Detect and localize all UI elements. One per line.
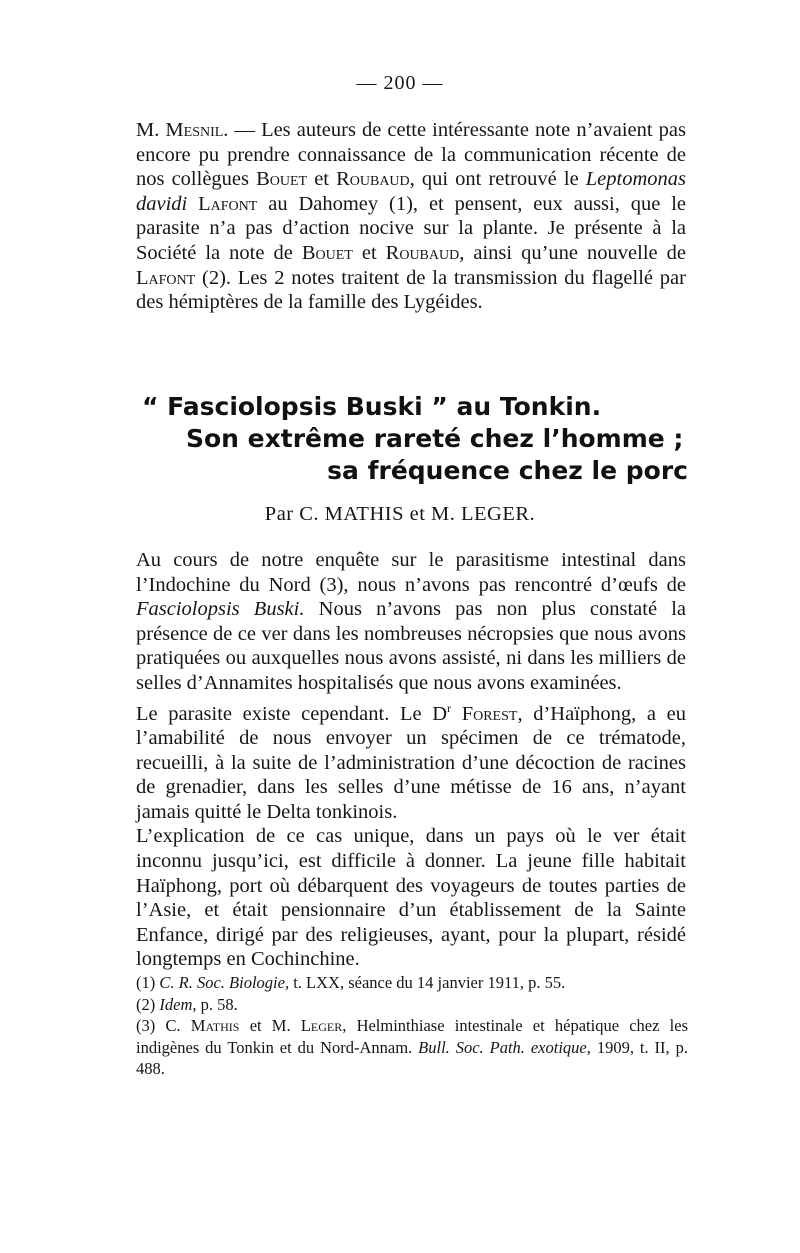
footnote-number: (3) C. (136, 1016, 191, 1035)
footnotes (136, 972, 688, 1080)
footnote-2 (136, 994, 688, 1016)
author-ref-bouet: Bouet (301, 241, 353, 264)
author-name: M. Mesnil. (136, 119, 229, 141)
body-text: Le parasite existe cependant. Le D (136, 702, 448, 725)
title-line-1: “ Fasciolopsis Buski ” au Tonkin. (142, 392, 602, 421)
footnote-source: Idem, (159, 994, 197, 1014)
title-line-3: sa fréquence chez le porc (327, 456, 688, 485)
footnote-3 (136, 1015, 688, 1080)
body-text: Au cours de notre enquête sur le parasitisme intestinal dans l’Indochine du Nord (3), nous n’avons pas rencontré d’œufs de (136, 549, 686, 596)
species-name: Fasciolopsis Buski. (136, 598, 305, 621)
author-ref-forest: Forest (461, 702, 518, 725)
author-ref-bouet: Bouet (256, 168, 308, 191)
intro-text: et (307, 168, 337, 191)
footnote-text: t. LXX, séance du 14 janvier 1911, p. 55. (289, 973, 566, 992)
body-paragraph-1 (136, 548, 686, 696)
intro-text (187, 193, 198, 215)
footnote-text: p. 58. (196, 994, 238, 1014)
author-ref-roubaud: Roubaud (336, 168, 410, 191)
footnote-1 (136, 972, 688, 994)
author-ref-leger: Leger (300, 1016, 343, 1035)
intro-text: et (352, 241, 386, 264)
title-line-2: Son extrême rareté chez l’homme ; (186, 424, 684, 453)
footnote-source: Bull. Soc. Path. exotique, (418, 1037, 591, 1057)
article-byline: Par C. MATHIS et M. LEGER. (264, 503, 536, 525)
intro-text: , qui ont retrouvé le (409, 168, 586, 191)
footnote-text: et M. (239, 1016, 301, 1035)
title-abbrev-sup: r (447, 700, 452, 715)
footnote-text: , Helminthiase intestinale et hépatique chez les indigènes du Tonkin et du Nord-Annam. (136, 1016, 688, 1057)
body-text: , d’Haïphong, a eu l’amabilité de nous envoyer un spécimen de ce trématode, recueilli, à la suite de l’administration d’une décoction de racines de grenadier, dans les selles d’une métisse de 16 ans, n’ayant jamais quitté le Delta tonkinois. (136, 702, 687, 823)
footnote-text: 1909, t. II, p. 488. (136, 1037, 688, 1078)
intro-text: , ainsi qu’une nouvelle de (459, 241, 686, 264)
page-number: — 200 — (356, 72, 444, 94)
intro-text: (2). Les 2 notes traitent de la transmission du flagellé par des hémiptères de la famille des Lygéides. (136, 266, 686, 314)
body-paragraph-3: L’explication de ce cas unique, dans un pays où le ver était inconnu jusqu’ici, est difficile à donner. La jeune fille habitait Haïphong, port où débarquent des voyageurs de toutes parties de l’Asie, et était pensionnaire d’un établissement de la Sainte Enfance, dirigé par des religieuses, ayant, pour la plupart, résidé longtemps en Cochinchine. (136, 825, 686, 971)
footnote-number: (1) (136, 973, 160, 992)
author-ref-lafont: Lafont (136, 266, 196, 289)
author-ref-mathis: Mathis (190, 1016, 240, 1035)
intro-text: — Les auteurs de cette intéressante note n’avaient pas encore pu prendre connaissance de la communication récente de nos collègues (136, 119, 686, 191)
footnote-source: C. R. Soc. Biologie, (159, 973, 290, 992)
intro-text: au Dahomey (1), et pensent, eux aussi, que le parasite n’a pas d’action nocive sur la plante. Je présente à la Société la note de (136, 192, 687, 264)
body-text: Nous n’avons pas non plus constaté la présence de ce ver dans les nombreuses nécropsies que nous avons pratiquées ou auxquelles nous avons assisté, ni dans les milliers de selles d’Annamites hospitalisés que nous avons examinées. (136, 598, 687, 694)
body-paragraph-2 (136, 696, 686, 825)
footnote-number: (2) (136, 994, 160, 1014)
author-ref-roubaud: Roubaud (385, 241, 460, 264)
article-body (136, 548, 686, 972)
author-ref-lafont: Lafont (198, 192, 258, 215)
species-name: Leptomonas davidi (136, 168, 686, 215)
intro-paragraph (136, 118, 686, 315)
